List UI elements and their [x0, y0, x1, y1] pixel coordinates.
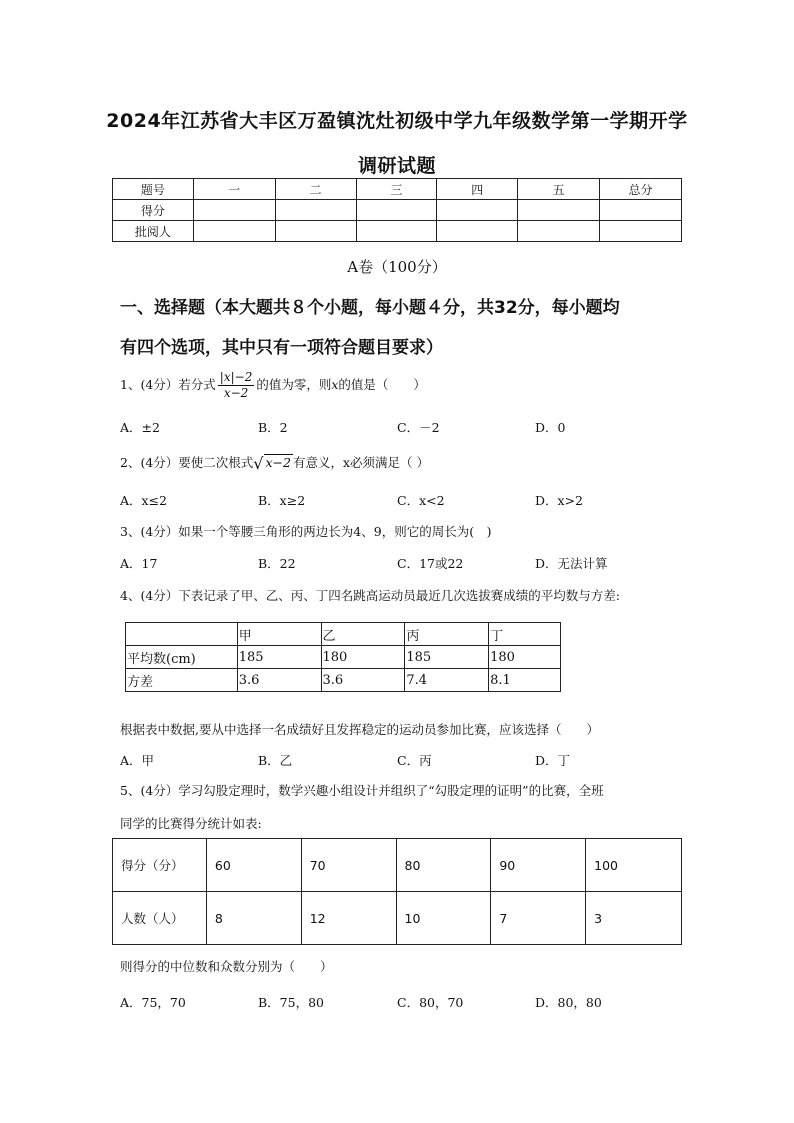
table-cell: 丁	[489, 623, 561, 646]
table-cell: 人数（人）	[113, 892, 207, 945]
question-2	[120, 453, 429, 473]
table-cell: 7.4	[405, 669, 489, 692]
table-cell: 8.1	[489, 669, 561, 692]
score-header-cell: 五	[518, 179, 600, 200]
q2-prefix: 2、(4分）要使二次根式	[120, 455, 254, 470]
score-table-header	[113, 179, 682, 200]
q1-prefix: 1、(4分）若分式	[120, 377, 216, 392]
score-table	[112, 178, 682, 242]
question-3: 3、(4分）如果一个等腰三角形的两边长为4、9，则它的周长为( )	[120, 524, 492, 539]
section-heading-line2: 有四个选项，其中只有一项符合题目要求）	[120, 338, 443, 358]
score-cell	[193, 200, 275, 221]
score-distribution-table	[112, 838, 682, 945]
question-4: 4、(4分）下表记录了甲、乙、丙、丁四名跳高运动员最近几次选拔赛成绩的平均数与方差:	[120, 588, 620, 603]
table-cell: 得分（分）	[113, 839, 207, 892]
question-5-line2: 同学的比赛得分统计如表:	[120, 816, 262, 831]
q1-suffix-b: 的值是（ ）	[338, 377, 426, 392]
volume-heading: A卷（100分）	[347, 258, 447, 276]
exam-title-line1: 2024年江苏省大丰区万盈镇沈灶初级中学九年级数学第一学期开学	[106, 110, 688, 132]
table-cell: 8	[206, 892, 301, 945]
score-header-cell: 总分	[600, 179, 682, 200]
table-cell: 90	[491, 839, 586, 892]
q1-suffix-a: 的值为零，则	[256, 377, 332, 392]
option-d: D．丁	[535, 753, 571, 768]
option-a: A．±2	[120, 420, 160, 435]
question-5-line1: 5、(4分）学习勾股定理时，数学兴趣小组设计并组织了“勾股定理的证明”的比赛，全班	[120, 783, 604, 798]
score-cell	[275, 221, 356, 242]
athlete-stats-table	[125, 622, 561, 692]
table-row	[113, 839, 682, 892]
option-b: B．22	[258, 556, 296, 571]
table-cell: 185	[237, 646, 321, 669]
q1-options	[120, 418, 680, 436]
score-cell	[518, 221, 600, 242]
table-cell: 12	[301, 892, 396, 945]
q2-suffix: 有意义，x必须满足（ ）	[292, 455, 430, 470]
table-cell: 180	[321, 646, 405, 669]
exam-title-line2: 调研试题	[357, 155, 436, 177]
option-c: C．－2	[397, 420, 440, 435]
option-d: D．0	[535, 420, 566, 435]
option-d: D．80，80	[535, 995, 602, 1010]
option-a: A．x≤2	[120, 493, 168, 508]
table-cell: 185	[405, 646, 489, 669]
score-row-label: 批阅人	[113, 221, 194, 242]
table-row	[126, 669, 561, 692]
table-cell: 100	[586, 839, 682, 892]
q4-options	[120, 751, 680, 769]
q5-options	[120, 993, 680, 1011]
option-c: C．丙	[397, 753, 432, 768]
score-cell	[193, 221, 275, 242]
question-1	[120, 370, 426, 401]
table-cell: 3.6	[237, 669, 321, 692]
table-row	[126, 646, 561, 669]
q2-radicand: x−2	[265, 455, 291, 470]
score-header-cell: 一	[193, 179, 275, 200]
score-header-cell: 三	[356, 179, 437, 200]
table-cell: 70	[301, 839, 396, 892]
table-cell: 60	[206, 839, 301, 892]
table-cell: 丙	[405, 623, 489, 646]
option-a: A．75，70	[120, 995, 186, 1010]
table-cell: 3	[586, 892, 682, 945]
score-cell	[600, 221, 682, 242]
table-cell: 10	[396, 892, 491, 945]
score-cell	[437, 200, 518, 221]
table-row	[126, 623, 561, 646]
table-cell: 乙	[321, 623, 405, 646]
option-b: B．x≥2	[258, 493, 306, 508]
score-cell	[356, 200, 437, 221]
table-cell: 180	[489, 646, 561, 669]
table-cell: 平均数(cm)	[126, 646, 238, 669]
option-d: D．x>2	[535, 493, 583, 508]
q3-options	[120, 554, 680, 572]
option-c: C．x<2	[397, 493, 445, 508]
table-cell: 7	[491, 892, 586, 945]
option-d: D．无法计算	[535, 556, 608, 571]
option-a: A．17	[120, 556, 158, 571]
q1-variable: x	[331, 377, 339, 392]
table-cell: 方差	[126, 669, 238, 692]
sqrt-icon: √	[253, 454, 264, 473]
q5-followup: 则得分的中位数和众数分别为（ ）	[120, 959, 333, 974]
section-heading-line1: 一、选择题（本大题共８个小题，每小题４分，共32分，每小题均	[120, 298, 620, 318]
q4-followup: 根据表中数据,要从中选择一名成绩好且发挥稳定的运动员参加比赛，应该选择（ ）	[120, 722, 599, 737]
score-table-row	[113, 200, 682, 221]
score-cell	[600, 200, 682, 221]
score-table-row	[113, 221, 682, 242]
table-cell	[126, 623, 238, 646]
score-row-label: 得分	[113, 200, 194, 221]
table-cell: 3.6	[321, 669, 405, 692]
score-cell	[437, 221, 518, 242]
option-a: A．甲	[120, 753, 155, 768]
table-cell: 80	[396, 839, 491, 892]
q1-fraction	[218, 370, 255, 401]
option-b: B．2	[258, 420, 288, 435]
option-b: B．75，80	[258, 995, 324, 1010]
option-b: B．乙	[258, 753, 293, 768]
option-c: C．80，70	[397, 995, 464, 1010]
table-cell: 甲	[237, 623, 321, 646]
score-header-cell: 四	[437, 179, 518, 200]
q2-options	[120, 491, 680, 509]
score-cell	[275, 200, 356, 221]
option-c: C．17或22	[397, 556, 464, 571]
table-row	[113, 892, 682, 945]
score-header-cell: 题号	[113, 179, 194, 200]
score-cell	[356, 221, 437, 242]
score-cell	[518, 200, 600, 221]
q1-denominator: x−2	[223, 386, 249, 400]
q1-numerator: |x|−2	[219, 370, 253, 384]
score-header-cell: 二	[275, 179, 356, 200]
